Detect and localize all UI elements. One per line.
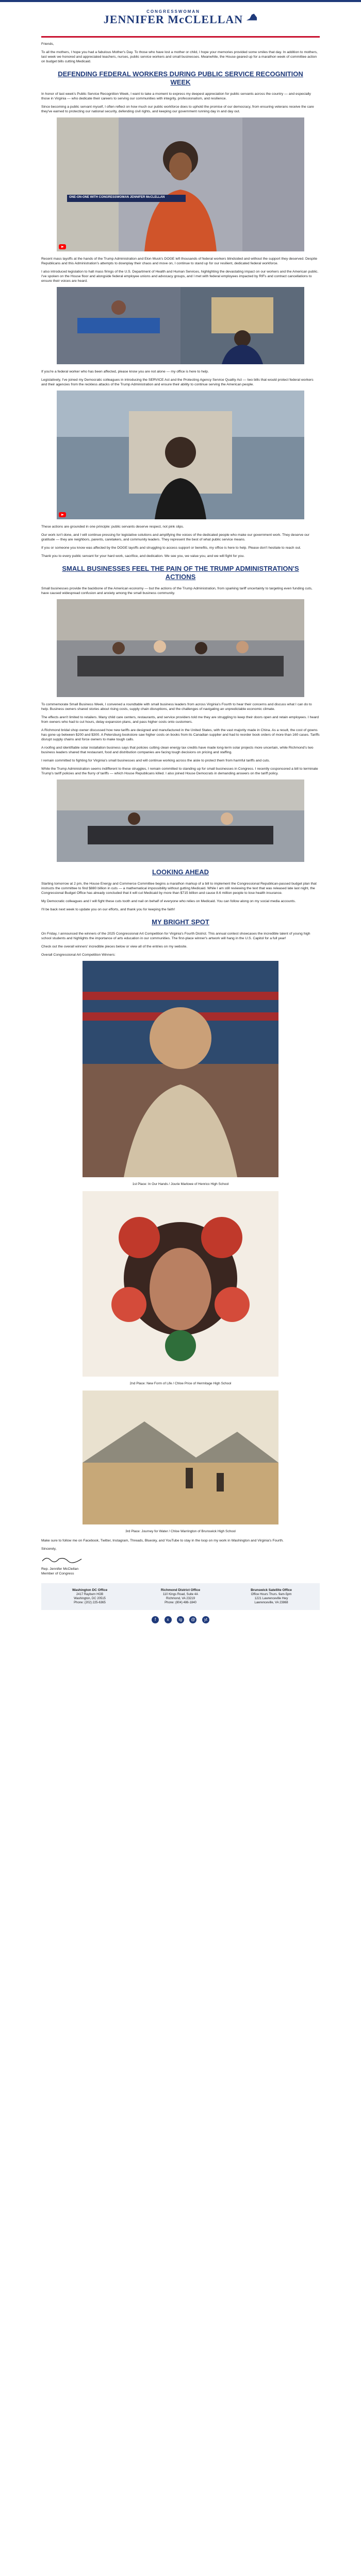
paragraph: While the Trump Administration seems indifferent to these struggles, I remain committed to standing up for small businesses in Congress. I recently cosponsored a bill to terminate Trump's tariff policies and the flurry of tariffs — which House Republicans killed. I also joined House Democrats in demanding answers on the tariff policy. — [41, 767, 318, 775]
paragraph: Recent mass layoffs at the hands of the Trump Administration and Elon Musk's DOGE left thousands of federal workers blindsided and without the support they deserved. Despite Republicans and this Administration's attempts to downplay their chaos and move on, I continue to stand up for our resilient, dedicated federal workforce. — [41, 257, 318, 265]
paragraph: Our work isn't done, and I will continue pressing for legislative solutions and amplifying the voices of the dedicated people who make our government work. They deserve our gratitude — they are neighbors, parents, caretakers, and community leaders. They represent the best of what public service means. — [41, 533, 309, 541]
photo-roundtable-2 — [57, 779, 304, 862]
masthead-rule — [41, 36, 320, 38]
paragraph: The effects aren't limited to retailers. Many child care centers, restaurants, and service providers told me they are struggling to keep their doors open and retain employees. I heard from owners who had to cut hours, delay expansion plans, and pass higher costs onto customers. — [41, 716, 319, 724]
video-banner: ONE-ON-ONE WITH CONGRESSWOMAN JENNIFER McCLELLAN — [69, 196, 165, 199]
video-scene — [57, 117, 304, 251]
section-title-federal-workers: DEFENDING FEDERAL WORKERS DURING PUBLIC SERVICE RECOGNITION WEEK — [58, 70, 303, 86]
paragraph: Thank you to every public servant for your hard work, sacrifice, and dedication. We see you, we value you, and we will fight for you. — [41, 554, 245, 558]
paragraph: Make sure to follow me on Facebook, Twitter, Instagram, Threads, Bluesky, and YouTube to stay in the loop on my work in Washington and Virginia's Fourth. — [41, 1539, 284, 1543]
artwork-third-place — [83, 1391, 278, 1524]
paragraph: Overall Congressional Art Competition Winners: — [41, 953, 116, 957]
paragraph: On Friday, I announced the winners of the 2025 Congressional Art Competition for Virginia's Fourth District. This annual contest showcases the incredible talent of young high school students and highlights the importance of arts education in our communities. The first-place winner's artwork will hang in the U.S. Capitol for a full year! — [41, 932, 310, 940]
photo-floor-speech — [57, 287, 304, 364]
x-icon[interactable]: x — [165, 1616, 172, 1623]
paragraph: If you're a federal worker who has been affected, please know you are not alone — my office is here to help. — [41, 370, 209, 374]
photo-roundtable — [57, 599, 304, 697]
office-dc — [44, 1588, 135, 1605]
office-line: Lawrenceville, VA 23868 — [254, 1601, 288, 1604]
caption-third-place: 3rd Place: Journey for Water / Chloe Warrington of Brunswick High School — [125, 1530, 236, 1533]
signature-title: Member of Congress — [41, 1572, 74, 1575]
paragraph: Small businesses provide the backbone of the American economy — but the actions of the Trump Administration, from sparking tariff uncertainty to targeting even funding cuts, have caused widespread confusion and anxiety among the small business community. — [41, 587, 313, 595]
masthead-text — [104, 10, 243, 25]
office-line: 2417 Rayburn HOB — [76, 1593, 104, 1596]
facebook-icon[interactable]: f — [152, 1616, 159, 1623]
signature — [41, 1555, 83, 1564]
caption-second-place: 2nd Place: New Form of Life / Chloe Price of Hermitage High School — [129, 1382, 232, 1385]
paragraph: To commemorate Small Business Week, I convened a roundtable with small business leaders from across Virginia's Fourth to hear their concerns and discuss what I can do to help. Business owners shared stories about rising costs, supply chain disruptions, and the challenges of navigating an unpredictable economic climate. — [41, 703, 312, 711]
section-title-bright-spot: MY BRIGHT SPOT — [152, 918, 209, 926]
office-line: Office Hours Thurs. 9am-5pm — [251, 1593, 292, 1596]
artwork-new-form-of-life — [83, 1191, 278, 1377]
social-links — [41, 1614, 320, 1623]
paragraph: These actions are grounded in one principle: public servants deserve respect, not pink slips. — [41, 525, 184, 529]
greeting: Friends, — [41, 42, 54, 46]
paragraph: I also introduced legislation to halt mass firings of the U.S. Department of Health and Human Services, highlighting the devastating impact on our workers and the American public. I've spoken on the House floor and alongside federal employee unions and advocacy groups, and I met with federal employees impacted by RIFs and contract cancellations to ensure their voices are heard. — [41, 270, 319, 283]
artwork-second-place — [83, 1191, 278, 1377]
office-name: Washington DC Office — [72, 1588, 108, 1592]
office-brunswick — [226, 1588, 317, 1605]
youtube-play-icon[interactable] — [59, 244, 66, 249]
instagram-icon[interactable]: ig — [177, 1616, 184, 1623]
caption-first-place: 1st Place: In Our Hands / Jourie Marlowe of Henrico High School — [132, 1182, 229, 1186]
office-line: Washington, DC 20515 — [74, 1597, 106, 1600]
closing: Sincerely, — [41, 1547, 57, 1551]
office-richmond — [135, 1588, 226, 1605]
section-title-looking-ahead: LOOKING AHEAD — [152, 868, 209, 876]
office-line: 1221 Lawrenceville Hwy — [254, 1597, 288, 1600]
paragraph: Legislatively, I've joined my Democratic colleagues in introducing the SERVICE Act and the Protecting Agency Service Quality Act — two bills that would protect federal workers and their agencies from the reckless attacks of the Trump Administration and ensure their ability to continue serving the American people. — [41, 378, 314, 386]
video-thumbnail-capitol[interactable] — [57, 391, 304, 519]
office-name: Brunswick Satellite Office — [251, 1588, 292, 1592]
office-line: Phone: (202) 225-6365 — [74, 1601, 106, 1604]
paragraph: I'll be back next week to update you on our efforts, and thank you for keeping the faith! — [41, 908, 175, 911]
footer-offices — [41, 1583, 320, 1610]
paragraph: A Richmond bridal shop owner discussed how new tariffs are designed and manufactured in the United States, with the vast majority made in China. As a result, the cost of gowns has gone up between $200 and $300. A Petersburg bookstore saw higher costs on books from its Canadian supplier and had to reorder book orders of more than 160 cases. Tariffs disrupt supply chains and force owners to make tough calls. — [41, 728, 320, 741]
paragraph: Check out the overall winners' incredible pieces below or view all of the entries on my website. — [41, 945, 188, 948]
video-scene — [57, 391, 304, 519]
video-thumbnail-one-on-one[interactable] — [57, 117, 304, 251]
office-line: 110 Kings Road, Suite 4A — [162, 1593, 199, 1596]
office-line: Richmond, VA 23219 — [166, 1597, 195, 1600]
photo-rally — [57, 287, 304, 364]
youtube-icon[interactable]: yt — [202, 1616, 209, 1623]
intro-paragraph: To all the mothers, I hope you had a fabulous Mother's Day. To those who have lost a mother or child, I hope your memories provided some smiles that day. In addition to mothers, last week we honored and appreciated teachers, nurses, public service workers and small businesses. Meanwhile, the House geared up for a marathon week of committee action on budget bills cutting Medicaid. — [41, 50, 318, 63]
paragraph: My Democratic colleagues and I will fight these cuts tooth and nail on behalf of everyone who relies on Medicaid. You can follow along on my social media accounts. — [41, 900, 296, 903]
paragraph: I remain committed to fighting for Virginia's small businesses and will continue working across the aisle to protect them from harmful tariffs and cuts. — [41, 759, 270, 762]
paragraph: Since becoming a public servant myself, I often reflect on how much our public workforce does to uphold the promise of our democracy, from ensuring veterans receive the care they've earned to protecting our national security, defending civil rights, and keeping our government running day in and day out. — [41, 105, 314, 113]
office-name: Richmond District Office — [160, 1588, 201, 1592]
photo-roundtable-scene — [57, 779, 304, 862]
masthead — [41, 2, 320, 33]
youtube-play-icon[interactable] — [59, 512, 66, 517]
paragraph: If you or someone you know was affected by the DOGE layoffs and struggling to access support or benefits, my office is here to help. Please don't hesitate to reach out. — [41, 546, 301, 550]
masthead-name: JENNIFER McCLELLAN — [103, 13, 243, 26]
artwork-in-our-hands — [83, 961, 278, 1177]
virginia-map-icon — [246, 12, 257, 23]
paragraph: Starting tomorrow at 2 pm, the House Energy and Commerce Committee begins a marathon markup of a bill to implement the Congressional Republican-passed budget plan that instructs the committee to find $880 billion in cuts — a mathematical impossibility without gutting Medicaid. While I am still reviewing the text that was released late last night, the Congressional Budget Office has already concluded that it will cut Medicaid by more than $715 billion and cause 8.6 million people to lose health insurance. — [41, 882, 317, 895]
paragraph: A roofing and identifiable solar installation business says that policies cutting clean energy tax credits have made long-term solar projects more uncertain, while Richmond's two business leaders shared that restaurant, food and distribution companies are facing tough decisions on pricing and staffing. — [41, 746, 314, 754]
artwork-journey-for-water — [83, 1391, 278, 1524]
artwork-first-place — [83, 961, 278, 1177]
newsletter — [41, 2, 320, 1623]
photo-roundtable-scene — [57, 599, 304, 697]
office-line: Phone: (804) 486-1840 — [165, 1601, 196, 1604]
threads-icon[interactable]: @ — [189, 1616, 196, 1623]
masthead-subtitle: CONGRESSWOMAN — [146, 9, 200, 14]
section-title-small-business: SMALL BUSINESSES FEEL THE PAIN OF THE TRUMP ADMINISTRATION'S ACTIONS — [62, 565, 299, 581]
signature-name: Rep. Jennifer McClellan — [41, 1567, 79, 1571]
paragraph: In honor of last week's Public Service Recognition Week, I want to take a moment to express my deepest appreciation for public servants across the country — and especially those in Virginia — who dedicate their careers to serving our communities with integrity, professionalism, and resilience. — [41, 92, 311, 100]
